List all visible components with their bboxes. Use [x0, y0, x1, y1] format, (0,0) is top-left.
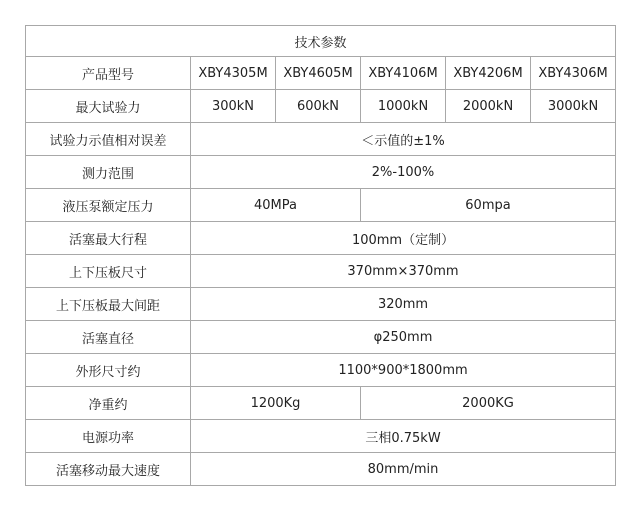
table-row: [26, 354, 616, 387]
row-value: 370mm×370mm: [191, 255, 616, 288]
row-value: φ250mm: [191, 321, 616, 354]
row-value: 300kN: [191, 90, 276, 123]
row-label: 活塞最大行程: [26, 222, 191, 255]
row-label: 外形尺寸约: [26, 354, 191, 387]
table-row: [26, 420, 616, 453]
spec-table: [25, 25, 616, 486]
row-value: 2%-100%: [191, 156, 616, 189]
row-value: 1200Kg: [191, 387, 361, 420]
row-value: 3000kN: [531, 90, 616, 123]
table-title: 技术参数: [26, 26, 616, 57]
table-row: [26, 453, 616, 486]
row-value: ＜示值的±1%: [191, 123, 616, 156]
table-row: [26, 57, 616, 90]
row-value: XBY4605M: [276, 57, 361, 90]
row-value: 1100*900*1800mm: [191, 354, 616, 387]
row-label: 电源功率: [26, 420, 191, 453]
table-title-row: [26, 26, 616, 57]
table-row: [26, 321, 616, 354]
row-label: 上下压板最大间距: [26, 288, 191, 321]
row-label: 活塞移动最大速度: [26, 453, 191, 486]
table-row: [26, 255, 616, 288]
row-value: 2000KG: [361, 387, 616, 420]
row-label: 上下压板尺寸: [26, 255, 191, 288]
table-row: [26, 189, 616, 222]
row-value: XBY4306M: [531, 57, 616, 90]
row-label: 活塞直径: [26, 321, 191, 354]
row-value: 40MPa: [191, 189, 361, 222]
row-label: 产品型号: [26, 57, 191, 90]
row-value: 600kN: [276, 90, 361, 123]
row-value: XBY4206M: [446, 57, 531, 90]
row-value: XBY4305M: [191, 57, 276, 90]
table-row: [26, 123, 616, 156]
row-value: 320mm: [191, 288, 616, 321]
row-label: 液压泵额定压力: [26, 189, 191, 222]
table-row: [26, 222, 616, 255]
row-value: 80mm/min: [191, 453, 616, 486]
table-row: [26, 90, 616, 123]
row-value: 2000kN: [446, 90, 531, 123]
table-row: [26, 387, 616, 420]
spec-table-body: [26, 26, 616, 486]
table-row: [26, 288, 616, 321]
row-value: XBY4106M: [361, 57, 446, 90]
row-value: 60mpa: [361, 189, 616, 222]
row-label: 净重约: [26, 387, 191, 420]
row-label: 最大试验力: [26, 90, 191, 123]
row-value: 1000kN: [361, 90, 446, 123]
table-row: [26, 156, 616, 189]
row-value: 100mm（定制）: [191, 222, 616, 255]
row-value: 三相0.75kW: [191, 420, 616, 453]
row-label: 测力范围: [26, 156, 191, 189]
row-label: 试验力示值相对误差: [26, 123, 191, 156]
